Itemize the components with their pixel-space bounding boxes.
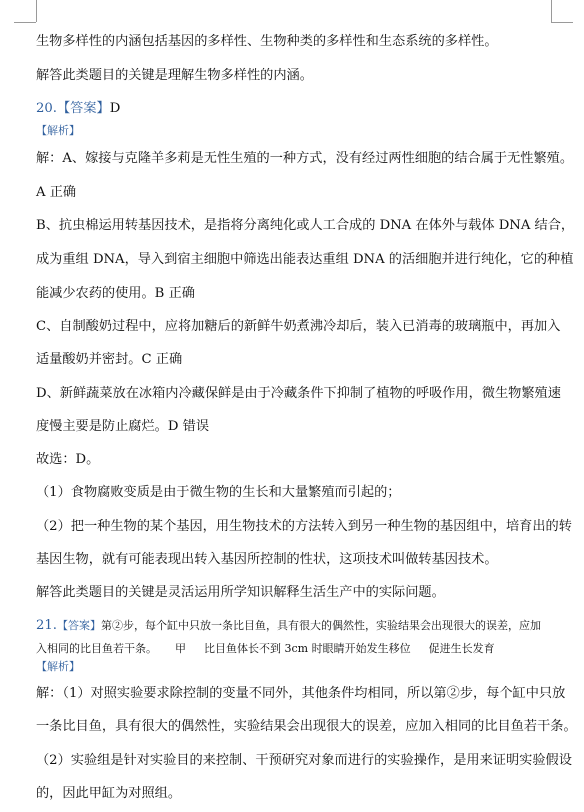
text-line: D、新鲜蔬菜放在冰箱内冷藏保鲜是由于冷藏条件下抑制了植物的呼吸作用，微生物繁殖速 [36, 386, 561, 401]
answer-tag: 【答案】 [56, 619, 101, 632]
text-line: 的，因此甲缸为对照组。 [36, 786, 182, 801]
text-line: （2）实验组是针对实验目的来控制、干预研究对象而进行的实验操作，是用来证明实验假设 [36, 753, 572, 768]
text-line: 解答此类题目的关键是理解生物多样性的内涵。 [36, 68, 313, 83]
text-line: 故选：D。 [36, 452, 100, 467]
corner-mark-top-right-v [551, 0, 552, 22]
text-line: 解答此类题目的关键是灵活运用所学知识解释生活生产中的实际问题。 [36, 585, 445, 600]
answer-part: 促进生长发育 [428, 642, 495, 655]
text-line: 解：（1）对照实验要求除控制的变量不同外，其他条件均相同，所以第②步，每个缸中只放 [36, 686, 566, 701]
text-line: 生物多样性的内涵包括基因的多样性、生物种类的多样性和生态系统的多样性。 [36, 34, 498, 49]
question-number: 20. [36, 101, 57, 116]
text-line: 度慢主要是防止腐烂。D 错误 [36, 419, 210, 434]
corner-mark-top-left-h [14, 22, 36, 23]
answer-value: 第②步，每个缸中只放一条比目鱼，具有很大的偶然性，实验结果会出现很大的误差，应加 [100, 619, 541, 632]
answer-part: 入相同的比目鱼若干条。 [36, 642, 157, 655]
question-number: 21. [36, 618, 57, 633]
question-20-answer [36, 100, 556, 118]
text-line: 解：A、嫁接与克隆羊多莉是无性生殖的一种方式，没有经过两性细胞的结合属于无性繁殖。 [36, 151, 574, 166]
answer-part: 甲 [175, 642, 186, 655]
analysis-tag: 【解析】 [36, 124, 80, 137]
text-line: 能减少农药的使用。B 正确 [36, 286, 195, 301]
answer-tag: 【答案】 [56, 101, 110, 116]
text-line: A 正确 [36, 185, 77, 200]
answer-value: D [109, 101, 121, 116]
text-line: 成为重组 DNA，导入到宿主细胞中筛选出能表达重组 DNA 的活细胞并进行纯化，它的种植 [36, 252, 574, 267]
text-line: （2）把一种生物的某个基因，用生物技术的方法转入到另一种生物的基因组中，培育出的转 [36, 519, 572, 534]
text-line: C、自制酸奶过程中，应将加糖后的新鲜牛奶煮沸冷却后，装入已消毒的玻璃瓶中，再加入 [36, 319, 561, 334]
text-line: （1）食物腐败变质是由于微生物的生长和大量繁殖而引起的； [36, 485, 401, 500]
text-line: 一条比目鱼，具有很大的偶然性，实验结果会出现很大的误差，应加入相同的比目鱼若干条。 [36, 719, 577, 734]
text-line: 基因生物，就有可能表现出转入基因所控制的性状，这项技术叫做转基因技术。 [36, 552, 498, 567]
corner-mark-top-right-h [551, 22, 573, 23]
corner-mark-top-left-v [36, 0, 37, 22]
text-line: 适量酸奶并密封。C 正确 [36, 352, 183, 367]
question-21-answer-cont [36, 640, 556, 658]
answer-part: 比目鱼体长不到 3cm 时眼睛开始发生移位 [204, 642, 411, 655]
analysis-tag: 【解析】 [36, 660, 80, 673]
question-21-answer [36, 617, 556, 635]
text-line: B、抗虫棉运用转基因技术，是指将分离纯化或人工合成的 DNA 在体外与载体 DNA 结合， [36, 218, 575, 233]
